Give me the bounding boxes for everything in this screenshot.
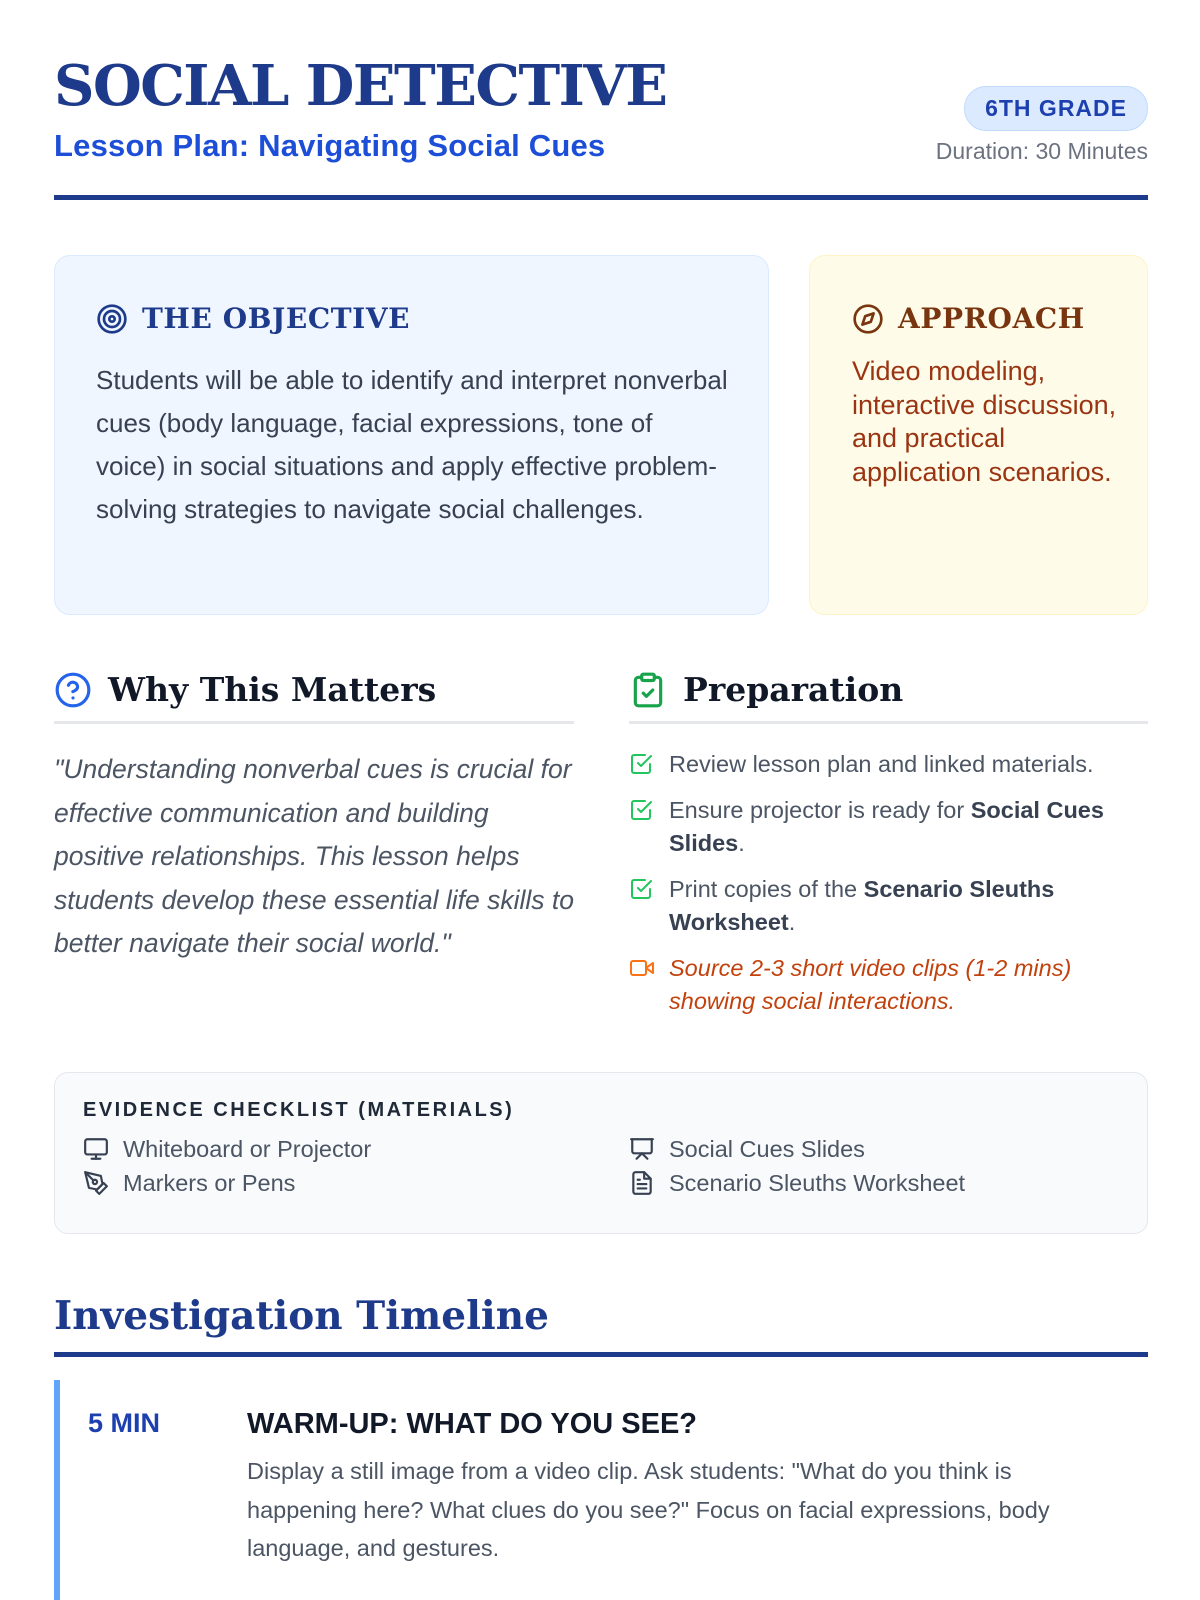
objective-text: Students will be able to identify and interpret nonverbal cues (body language, facial expressions, tone of voice) in social situations and apply effective problem-solving strategies to navigate social challenges. <box>96 365 728 524</box>
objective-heading <box>96 302 728 335</box>
list-item <box>83 1168 629 1198</box>
list-item <box>629 952 1148 1018</box>
preparation-section <box>629 670 1148 1031</box>
step-title: WARM-UP: WHAT DO YOU SEE? <box>247 1408 698 1440</box>
list-item <box>629 748 1148 781</box>
list-item <box>83 1134 629 1164</box>
timeline-heading: Investigation Timeline <box>54 1293 1148 1357</box>
why-heading-label: Why This Matters <box>108 670 437 709</box>
prep-item-text-pre: Ensure projector is ready for <box>669 797 965 823</box>
why-heading <box>54 670 574 724</box>
worksheet-link-text: Scenario Sleuths Worksheet <box>669 876 1055 935</box>
objective-card <box>54 255 769 615</box>
monitor-icon <box>83 1136 109 1162</box>
pen-tool-icon <box>83 1170 109 1196</box>
objective-heading-label: THE OBJECTIVE <box>142 302 411 335</box>
preparation-heading-label: Preparation <box>683 670 904 709</box>
preparation-heading <box>629 670 1148 724</box>
why-section <box>54 670 574 966</box>
material-label: Whiteboard or Projector <box>123 1136 372 1162</box>
material-label: Markers or Pens <box>123 1170 296 1196</box>
evidence-checklist <box>54 1072 1148 1234</box>
approach-heading-label: APPROACH <box>898 302 1085 335</box>
video-icon <box>629 956 655 980</box>
compass-icon <box>852 303 884 335</box>
help-circle-icon <box>54 671 92 709</box>
clipboard-check-icon <box>629 671 667 709</box>
approach-card <box>809 255 1148 615</box>
prep-item-text-pre: Print copies of the <box>669 876 858 902</box>
prep-item-text <box>669 794 1148 860</box>
check-square-icon <box>629 798 655 822</box>
why-quote: "Understanding nonverbal cues is crucial for effective communication and building positive relationships. This lesson helps students develop these essential life skills to better navigate their social world." <box>54 754 574 958</box>
list-item <box>629 873 1148 939</box>
approach-text: Video modeling, interactive discussion, and practical application scenarios. <box>852 356 1117 487</box>
approach-heading <box>852 302 1117 335</box>
materials-grid <box>83 1134 1119 1198</box>
prep-item-text-post: . <box>788 909 796 935</box>
grade-badge: 6TH GRADE <box>964 86 1148 131</box>
prep-item-text: Source 2-3 short video clips (1-2 mins) showing social interactions. <box>669 955 1072 1014</box>
material-label: Scenario Sleuths Worksheet <box>669 1170 966 1196</box>
page-subtitle: Lesson Plan: Navigating Social Cues <box>54 128 606 163</box>
evidence-title: EVIDENCE CHECKLIST (MATERIALS) <box>83 1099 515 1121</box>
presentation-icon <box>629 1136 655 1162</box>
list-item <box>629 794 1148 860</box>
prep-item-text-post: . <box>738 830 745 856</box>
preparation-list <box>629 748 1148 1018</box>
duration-text: Duration: 30 Minutes <box>935 138 1148 164</box>
page-title: SOCIAL DETECTIVE <box>54 53 667 119</box>
step-description: Display a still image from a video clip. Ask students: "What do you think is happening here? What clues do you see?" Focus on facial expressions, body language, and gestures. <box>247 1458 1050 1561</box>
file-text-icon <box>629 1170 655 1196</box>
step-duration: 5 MIN <box>88 1408 161 1438</box>
list-item <box>629 1134 1119 1164</box>
prep-item-text <box>669 873 1148 939</box>
list-item <box>629 1168 1119 1198</box>
slides-link-text: Social Cues Slides <box>669 797 1104 856</box>
lesson-plan-page <box>54 0 1148 1561</box>
check-square-icon <box>629 877 655 901</box>
timeline-step <box>54 1380 1148 1600</box>
target-icon <box>96 303 128 335</box>
check-square-icon <box>629 752 655 776</box>
prep-item-text: Review lesson plan and linked materials. <box>669 751 1094 777</box>
header <box>54 0 1148 200</box>
material-label: Social Cues Slides <box>669 1136 865 1162</box>
